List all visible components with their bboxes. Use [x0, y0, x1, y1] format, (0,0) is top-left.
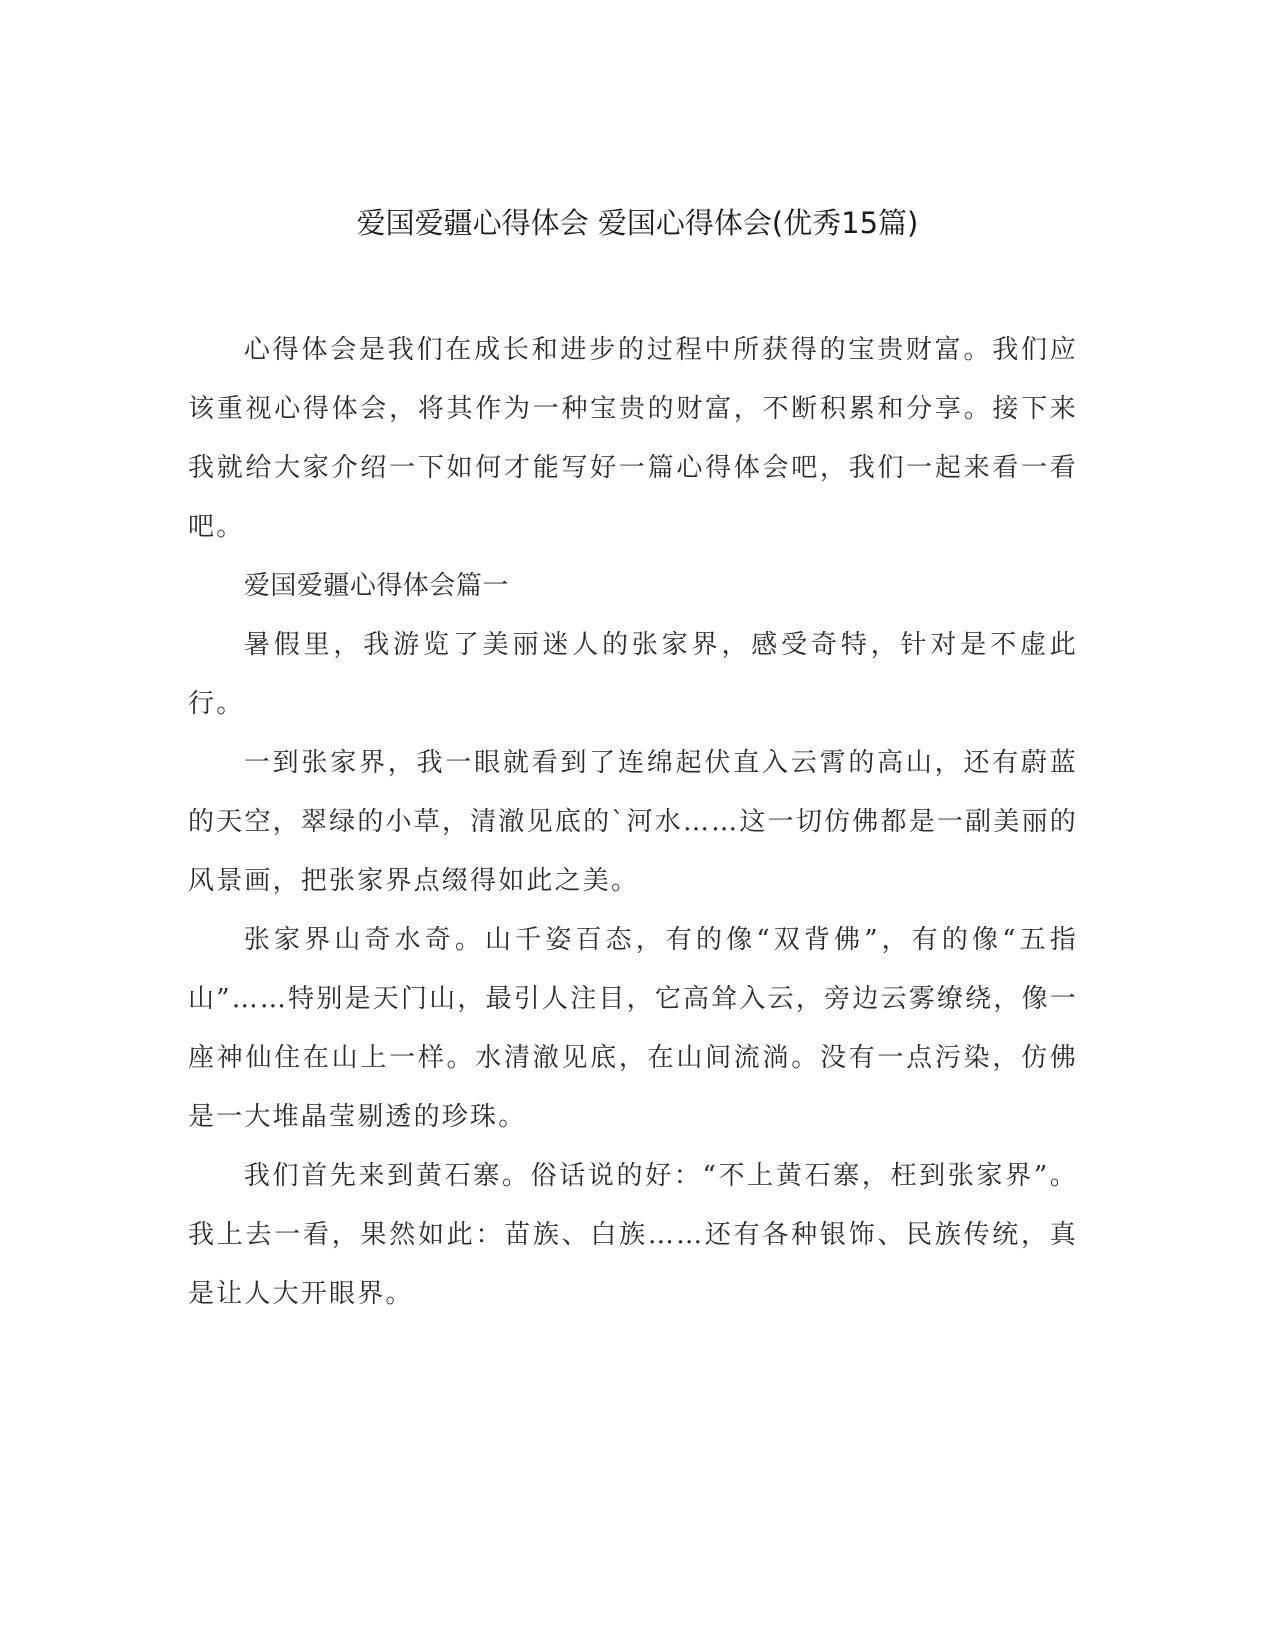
body-paragraph: 我们首先来到黄石寨。俗话说的好：“不上黄石寨，枉到张家界”。我上去一看，果然如此：苗族、白族……还有各种银饰、民族传统，真是让人大开眼界。 — [188, 1161, 1078, 1309]
body-paragraph: 一到张家界，我一眼就看到了连绵起伏直入云霄的高山，还有蔚蓝的天空，翠绿的小草，清澈见底的`河水……这一切仿佛都是一副美丽的风景画，把张家界点缀得如此之美。 — [188, 748, 1078, 896]
section-heading: 爱国爱疆心得体会篇一 — [243, 571, 509, 601]
document-body — [188, 321, 1078, 1324]
intro-paragraph: 心得体会是我们在成长和进步的过程中所获得的宝贵财富。我们应该重视心得体会，将其作为一种宝贵的财富，不断积累和分享。接下来我就给大家介绍一下如何才能写好一篇心得体会吧，我们一起来看一看吧。 — [188, 335, 1078, 542]
body-paragraph: 暑假里，我游览了美丽迷人的张家界，感受奇特，针对是不虚此行。 — [188, 630, 1078, 719]
document-title: 爱国爱疆心得体会 爱国心得体会(优秀15篇) — [356, 206, 919, 240]
body-paragraph: 张家界山奇水奇。山千姿百态，有的像“双背佛”，有的像“五指山”……特别是天门山，最引人注目，它高耸入云，旁边云雾缭绕，像一座神仙住在山上一样。水清澈见底，在山间流淌。没有一点污染，仿佛是一大堆晶莹剔透的珍珠。 — [188, 925, 1078, 1132]
